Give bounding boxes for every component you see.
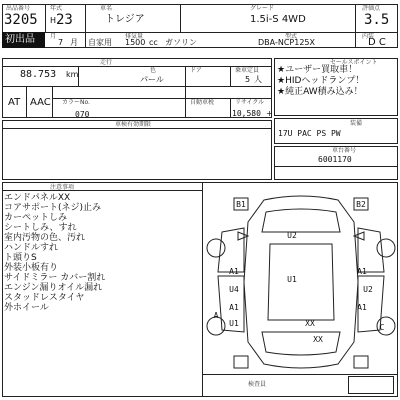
condition-item: カーペットしみ [4, 213, 68, 223]
damage-mark: B2 [356, 200, 366, 209]
mileage: 88.753 [20, 69, 57, 80]
interior-label: 内装 [362, 33, 375, 40]
condition-item: エンドパネルXX [4, 193, 71, 203]
displacement: 1500 [125, 38, 146, 47]
color-number: 070 [75, 110, 90, 119]
year-value: 23 [56, 12, 73, 28]
mileage-unit: km [66, 70, 79, 79]
damage-mark: U1 [287, 275, 297, 284]
seats: 5 [245, 75, 251, 84]
first-listing-badge: 初出品 [2, 32, 45, 48]
color: パール [140, 75, 164, 84]
month-unit: 月 [70, 38, 78, 47]
damage-mark: B1 [236, 200, 246, 209]
damage-mark: C [379, 323, 385, 332]
score: 3.5 [364, 12, 390, 28]
condition-label: 注意事項 [50, 184, 75, 191]
condition-item: コアサポート(ネジ)止み [4, 203, 102, 213]
damage-mark: XX [313, 335, 323, 344]
seats-unit: 人 [254, 75, 262, 84]
fuel: ガソリン [165, 38, 197, 47]
condition-item: 外装小板有り [4, 263, 59, 273]
grade: 1.5i-S 4WD [250, 14, 306, 25]
year-label: 年式 [50, 5, 63, 12]
condition-item: 外ホイール [4, 303, 49, 313]
sales-point: ★ユーザー買取車！ [277, 65, 358, 75]
damage-mark: U2 [363, 285, 373, 294]
door-label: ドア [190, 67, 202, 74]
score-label: 評価点 [362, 5, 381, 12]
car-damage-diagram [204, 192, 398, 374]
damage-mark: U4 [229, 285, 239, 294]
damage-mark: XX [305, 319, 315, 328]
damage-mark: U1 [229, 319, 239, 328]
color-label: 色 [150, 67, 157, 74]
condition-item: ト頭りS [4, 253, 37, 263]
condition-item: 室内汚物の色、汚れ [4, 233, 86, 243]
car-name: トレジア [105, 14, 145, 25]
recycle-label: リサイクル [235, 99, 265, 106]
sales-points-label: セールスポイント [330, 59, 378, 66]
tax-label: 自動車税 [190, 99, 215, 106]
sales-point: ★HIDヘッドランプ！ [277, 76, 365, 86]
cc-label: 排気量 [125, 33, 144, 40]
sales-point: ★純正AW積み込み！ [277, 87, 363, 97]
inspection-label: 車検有効期限 [115, 121, 152, 128]
seats-label: 乗車定員 [235, 67, 260, 74]
equipment-list: 17U PAC PS PW [278, 129, 341, 138]
color-no-label: カラーNo. [62, 99, 90, 106]
air-conditioner: AAC [30, 97, 51, 108]
month-label: 月 [50, 33, 57, 40]
year-prefix: H [50, 16, 57, 25]
damage-mark: A1 [229, 267, 239, 276]
chassis-label: 車台番号 [332, 147, 357, 154]
damage-mark: A [213, 311, 219, 320]
usage: 自家用 [88, 38, 112, 47]
damage-mark: A1 [357, 267, 367, 276]
month-value: 7 [58, 38, 64, 47]
mileage-label: 走行 [100, 59, 113, 66]
inspector-stamp-box [348, 376, 394, 394]
damage-mark: U2 [287, 231, 297, 240]
car-name-label: 車名 [100, 5, 113, 12]
lot-label: 出品番号 [6, 5, 31, 12]
damage-mark: A1 [357, 303, 367, 312]
lot-number: 3205 [4, 12, 38, 28]
recycle-suffix: + [266, 109, 273, 118]
model-code: DBA-NCP125X [258, 38, 315, 47]
equipment-label: 装備 [350, 120, 363, 127]
model-label: 型式 [285, 33, 298, 40]
condition-item: スタッドレスタイヤ [4, 293, 85, 303]
interior-exterior-score: D C [368, 37, 386, 48]
condition-item: ハンドルすれ [4, 243, 59, 253]
recycle-fee: 10,580 [232, 109, 261, 118]
displacement-unit: cc [149, 38, 158, 47]
transmission: AT [8, 97, 21, 108]
inspector-label: 検査員 [248, 381, 267, 388]
chassis-number: 6001170 [318, 155, 352, 164]
condition-item: エンジン漏りオイル漏れ [4, 283, 103, 293]
condition-item: シートしみ、すれ [4, 223, 77, 233]
damage-mark: A1 [229, 303, 239, 312]
inspection-frame [2, 120, 272, 180]
condition-item: サイドミラー カバー割れ [4, 273, 106, 283]
grade-label: グレード [250, 5, 275, 12]
